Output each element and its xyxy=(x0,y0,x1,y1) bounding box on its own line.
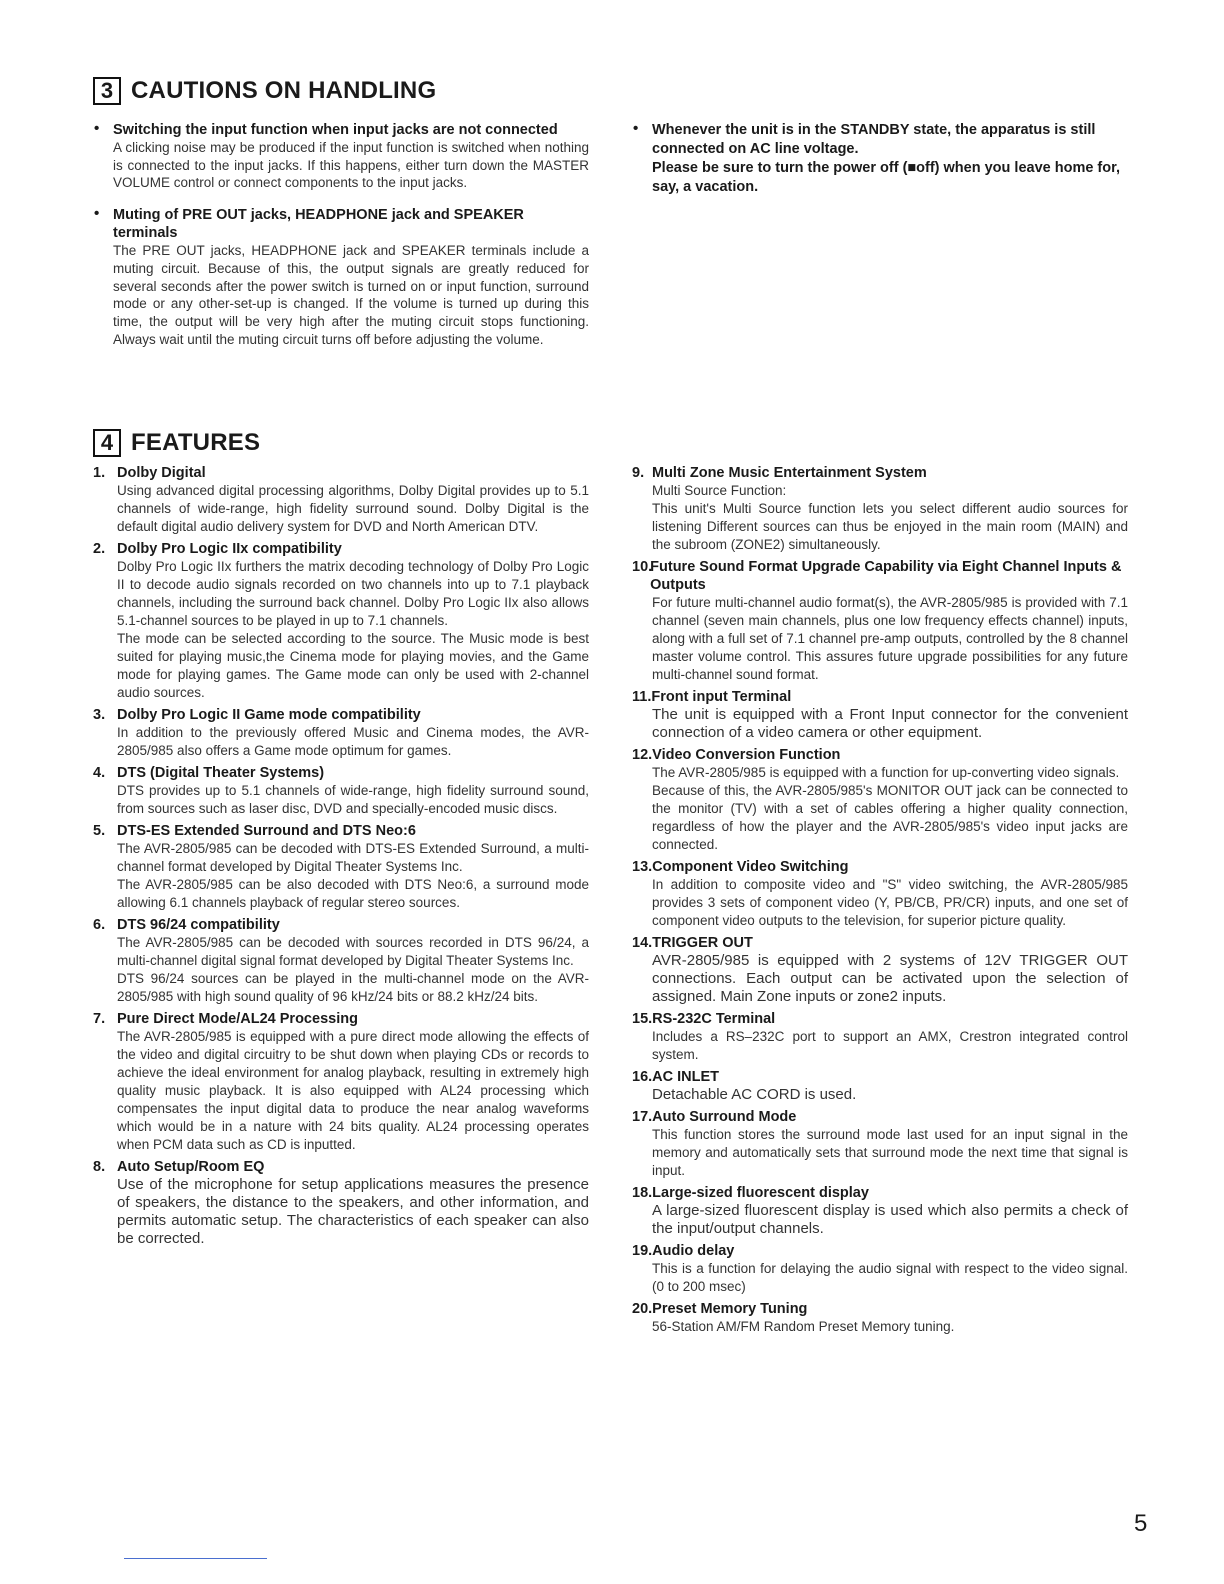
section-title: CAUTIONS ON HANDLING xyxy=(131,77,437,104)
caution-text: A clicking noise may be produced if the input function is switched when nothing is connected to the input jacks. If this happens, either turn down the MASTER VOLUME control or connect components to the input jacks. xyxy=(113,140,589,191)
feature-title: Auto Setup/Room EQ xyxy=(117,1159,265,1175)
feature-title: AC INLET xyxy=(652,1069,720,1085)
feature-item xyxy=(632,688,1128,742)
feature-number: 11. xyxy=(632,689,652,705)
feature-number: 8. xyxy=(93,1159,106,1175)
feature-item xyxy=(93,1158,589,1248)
feature-item xyxy=(93,706,589,760)
feature-item xyxy=(93,540,589,702)
feature-item xyxy=(632,464,1128,554)
page-number: 5 xyxy=(1134,1510,1148,1537)
feature-text: AVR-2805/985 is equipped with 2 systems of 12V TRIGGER OUT connections. Each output can be activated upon the selection of assigned. Main Zone inputs or zone2 inputs. xyxy=(652,952,1128,1005)
feature-text: In addition to composite video and "S" video switching, the AVR-2805/985 provides 3 sets of component video (Y, PB/CB, PR/CR) inputs, and one set of component video outputs to the television, for superior picture quality. xyxy=(652,877,1128,928)
feature-text: The AVR-2805/985 can be decoded with sources recorded in DTS 96/24, a multi-channel digital signal format developed by Digital Theater Systems Inc. xyxy=(117,935,589,968)
cautions-left-column xyxy=(93,121,589,362)
caution-title: • Muting of PRE OUT jacks, HEADPHONE jack and SPEAKER terminals xyxy=(113,207,524,242)
feature-number: 3. xyxy=(93,707,106,723)
feature-text: The AVR-2805/985 is equipped with a pure direct mode allowing the effects of the video and digital circuitry to be shut down when playing CDs or records to achieve the ideal environment for analog playback, resulting in extremely high quality music playback. It is also equipped with AL24 processing which compensates the input digital data to produce the near analog waveforms which would be in a nature with 24 bits quality. AL24 processing operates when PCM data such as CD is inputted. xyxy=(117,1029,589,1152)
feature-title: Auto Surround Mode xyxy=(652,1109,797,1125)
feature-number: 7. xyxy=(93,1011,106,1027)
feature-item xyxy=(632,1108,1128,1180)
feature-number: 10. xyxy=(632,559,653,575)
feature-item xyxy=(632,1300,1128,1336)
feature-number: 13. xyxy=(632,859,653,875)
feature-title: DTS 96/24 compatibility xyxy=(117,917,280,933)
feature-item xyxy=(632,1010,1128,1064)
feature-text: Dolby Pro Logic IIx furthers the matrix decoding technology of Dolby Pro Logic II to decode audio signals recorded on two channels into up to 7.1 playback channels, including the surround back channel. Dolby Pro Logic IIx also allows 5.1-channel sources to be played in up to 7.1 channels. xyxy=(117,559,589,628)
feature-title: Large-sized fluorescent display xyxy=(652,1185,869,1201)
section-number-box: 4 xyxy=(93,429,121,457)
caution-text: The PRE OUT jacks, HEADPHONE jack and SPEAKER terminals include a muting circuit. Because of this, the output signals are greatly reduced for several seconds after the power switch is turned on or input function, surround mode or any other-set-up is changed. If the volume is turned up during this time, the output will be very high after the muting circuit stops functioning. Always wait until the muting circuit turns off before adjusting the volume. xyxy=(113,243,589,347)
feature-text: This function stores the surround mode last used for an input signal in the memory and automatically sets that surround mode the next time that signal is input. xyxy=(652,1127,1128,1178)
feature-title: Dolby Digital xyxy=(117,465,206,481)
feature-text: In addition to the previously offered Music and Cinema modes, the AVR-2805/985 also offers a Game mode optimum for games. xyxy=(117,725,589,758)
feature-text: Detachable AC CORD is used. xyxy=(652,1086,857,1103)
feature-number: 19. xyxy=(632,1243,653,1259)
caution-title: • Switching the input function when input jacks are not connected xyxy=(113,122,558,138)
feature-text: Multi Source Function: xyxy=(652,483,787,498)
features-heading xyxy=(93,429,260,457)
feature-text: Because of this, the AVR-2805/985's MONITOR OUT jack can be connected to the monitor (TV) with a set of cables offering a higher quality connection, regardless of how the player and the AVR-2805/985's video input jacks are connected. xyxy=(652,783,1128,852)
feature-text: The mode can be selected according to the source. The Music mode is best suited for playing music,the Cinema mode for playing movies, and the Game mode for playing games. The Game mode can only be used with 2-channel audio sources. xyxy=(117,631,589,700)
feature-title: Audio delay xyxy=(652,1243,735,1259)
cautions-heading xyxy=(93,77,436,105)
caution-item xyxy=(632,121,1128,197)
feature-item xyxy=(632,858,1128,930)
feature-text: Includes a RS–232C port to support an AMX, Crestron integrated control system. xyxy=(652,1029,1128,1062)
feature-number: 20. xyxy=(632,1301,653,1317)
feature-text: This is a function for delaying the audio signal with respect to the video signal. (0 to 200 msec) xyxy=(652,1261,1128,1294)
feature-text: This unit's Multi Source function lets you select different audio sources for listening Different sources can thus be enjoyed in the main room (MAIN) and the subroom (ZONE2) simultaneously. xyxy=(652,501,1128,552)
feature-title: DTS (Digital Theater Systems) xyxy=(117,765,325,781)
feature-number: 5. xyxy=(93,823,106,839)
feature-text: 56-Station AM/FM Random Preset Memory tuning. xyxy=(652,1319,955,1334)
feature-item xyxy=(632,1242,1128,1296)
feature-text: The AVR-2805/985 can be also decoded with DTS Neo:6, a surround mode allowing 6.1 channels playback of regular stereo sources. xyxy=(117,877,589,910)
feature-item xyxy=(632,558,1128,684)
feature-title: Future Sound Format Upgrade Capability via Eight Channel Inputs & Outputs xyxy=(650,559,1122,593)
feature-item xyxy=(93,916,589,1006)
feature-title: TRIGGER OUT xyxy=(652,935,753,951)
feature-title: RS-232C Terminal xyxy=(652,1011,776,1027)
section-number-box: 3 xyxy=(93,77,121,105)
caution-text: • Whenever the unit is in the STANDBY state, the apparatus is still connected on AC line voltage. xyxy=(652,122,1096,157)
feature-text: The unit is equipped with a Front Input connector for the convenient connection of a video camera or other equipment. xyxy=(652,706,1128,741)
feature-title: Component Video Switching xyxy=(652,859,849,875)
feature-number: 12. xyxy=(632,747,653,763)
features-right-column xyxy=(632,464,1128,1340)
feature-text: DTS provides up to 5.1 channels of wide-range, high fidelity surround sound, from sources such as laser disc, DVD and specially-encoded music discs. xyxy=(117,783,589,816)
feature-text: DTS 96/24 sources can be played in the multi-channel mode on the AVR-2805/985 with high sound quality of 96 kHz/24 bits or 88.2 kHz/24 bits. xyxy=(117,971,589,1004)
feature-number: 17. xyxy=(632,1109,653,1125)
feature-title: Pure Direct Mode/AL24 Processing xyxy=(117,1011,358,1027)
feature-item xyxy=(93,1010,589,1154)
feature-text: Using advanced digital processing algorithms, Dolby Digital provides up to 5.1 channels of wide-range, high fidelity surround sound. Dolby Digital is the default digital audio delivery system for DVD and North American DTV. xyxy=(117,483,589,534)
feature-item xyxy=(632,1068,1128,1104)
feature-title: Preset Memory Tuning xyxy=(652,1301,808,1317)
feature-title: Dolby Pro Logic IIx compatibility xyxy=(117,541,342,557)
feature-title: Front input Terminal xyxy=(651,689,792,705)
caution-item xyxy=(93,121,589,192)
feature-text: For future multi-channel audio format(s), the AVR-2805/985 is provided with 7.1 channel (seven main channels, plus one low frequency effects channel) inputs, along with a full set of 7.1 channel pre-amp outputs, controlled by the 8 channel master volume control. This assures future upgrade possibilities for any future multi-channel sound format. xyxy=(652,595,1128,682)
feature-number: 9. xyxy=(632,465,645,481)
feature-item xyxy=(93,822,589,912)
feature-title: DTS-ES Extended Surround and DTS Neo:6 xyxy=(117,823,416,839)
features-left-column xyxy=(93,464,589,1252)
feature-title: Video Conversion Function xyxy=(652,747,841,763)
feature-number: 2. xyxy=(93,541,106,557)
feature-item xyxy=(632,934,1128,1006)
footer-rule xyxy=(124,1558,267,1559)
caution-text: Please be sure to turn the power off (■off) when you leave home for, say, a vacation. xyxy=(652,160,1120,195)
feature-number: 6. xyxy=(93,917,106,933)
feature-number: 14. xyxy=(632,935,653,951)
feature-text: Use of the microphone for setup applications measures the presence of speakers, the distance to the speakers, and other information, and permits automatic setup. The characteristics of each speaker can also be corrected. xyxy=(117,1176,589,1247)
feature-number: 16. xyxy=(632,1069,653,1085)
feature-text: A large-sized fluorescent display is used which also permits a check of the input/output channels. xyxy=(652,1202,1128,1237)
feature-number: 4. xyxy=(93,765,106,781)
feature-item xyxy=(632,746,1128,854)
section-title: FEATURES xyxy=(131,429,261,456)
caution-item xyxy=(93,206,589,348)
feature-number: 15. xyxy=(632,1011,653,1027)
feature-item xyxy=(93,464,589,536)
feature-number: 1. xyxy=(93,465,106,481)
cautions-right-column xyxy=(632,121,1128,211)
feature-text: The AVR-2805/985 is equipped with a function for up-converting video signals. xyxy=(652,765,1120,780)
feature-title: Multi Zone Music Entertainment System xyxy=(652,465,927,481)
feature-item xyxy=(93,764,589,818)
feature-title: Dolby Pro Logic II Game mode compatibility xyxy=(117,707,421,723)
feature-text: The AVR-2805/985 can be decoded with DTS-ES Extended Surround, a multi-channel format developed by Digital Theater Systems Inc. xyxy=(117,841,589,874)
feature-item xyxy=(632,1184,1128,1238)
feature-number: 18. xyxy=(632,1185,653,1201)
